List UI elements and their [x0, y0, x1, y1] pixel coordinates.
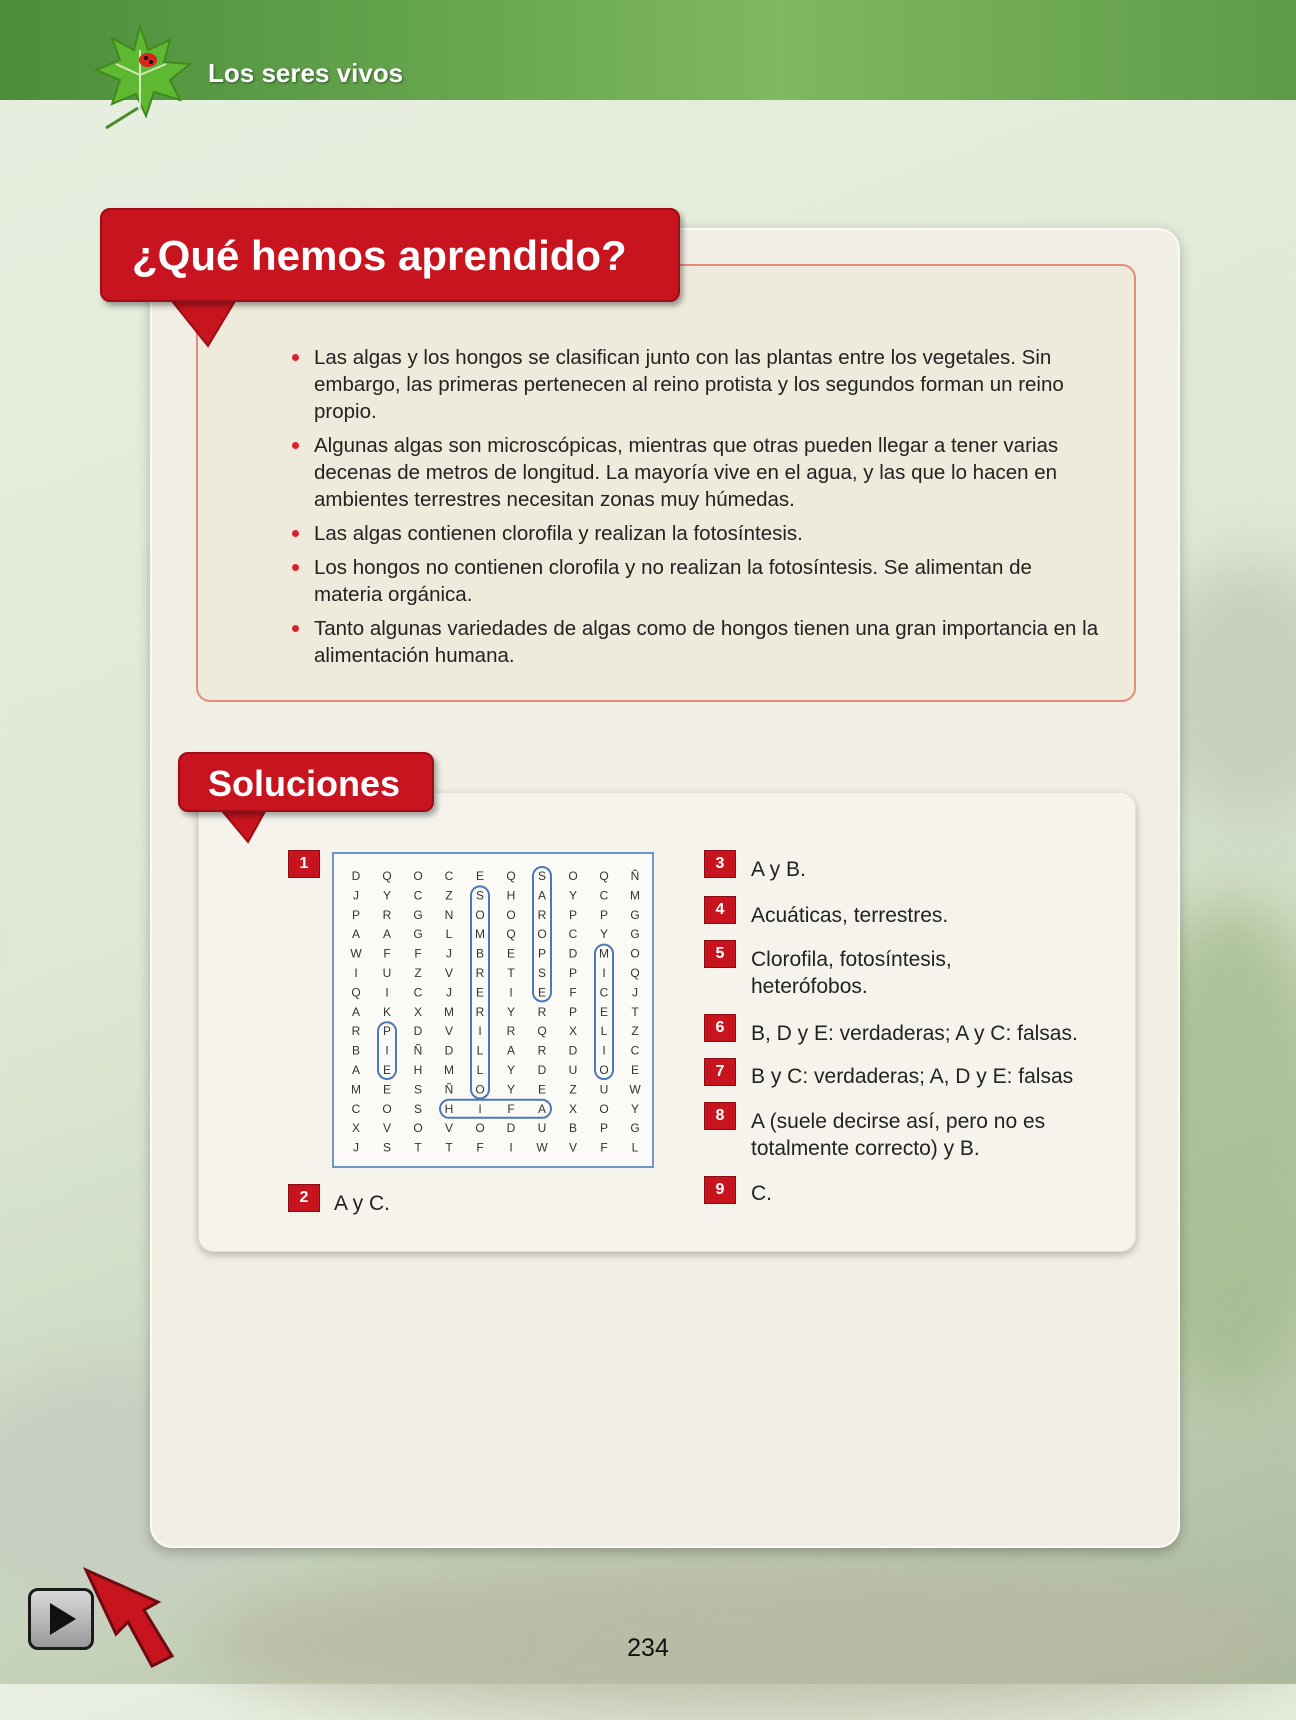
found-word-highlight [440, 1100, 551, 1118]
word-search-letter: B [351, 1043, 361, 1058]
word-search-letter: O [475, 907, 485, 922]
word-search-letter: S [475, 888, 485, 903]
word-search-letter: V [382, 1121, 392, 1136]
answer-text: A y C. [334, 1192, 391, 1215]
word-search-letter: I [602, 966, 606, 980]
word-search-letter: J [446, 985, 452, 1000]
word-search-letter: P [568, 1004, 578, 1019]
word-search-letter: X [568, 1024, 578, 1039]
word-search-letter: S [537, 869, 547, 883]
word-search-letter: Y [599, 927, 609, 942]
word-search-letter: O [382, 1101, 392, 1116]
answer-number: 3 [704, 850, 736, 878]
word-search-letter: R [537, 1043, 547, 1058]
word-search-letter: Z [631, 1024, 639, 1039]
word-search-letter: P [351, 907, 361, 922]
word-search-letter: H [506, 888, 516, 903]
word-search-letter: Y [506, 1082, 516, 1097]
word-search-letter: A [537, 888, 547, 903]
word-search-letter: M [630, 888, 640, 903]
word-search-letter: S [382, 1140, 392, 1155]
answer-number: 8 [704, 1102, 736, 1130]
answer-text: A (suele decirse así, pero no es totalmente correcto) y B. [751, 1110, 1046, 1160]
word-search-letter: R [537, 1004, 547, 1019]
word-search-letter: Ñ [444, 1082, 454, 1097]
word-search-letter: G [630, 1121, 640, 1136]
page-number: 234 [627, 1634, 669, 1662]
word-search-letter: E [382, 1082, 392, 1097]
summary-list [290, 344, 1100, 676]
word-search-letter: Q [382, 869, 392, 883]
word-search-letter: D [444, 1043, 454, 1058]
answer-number: 1 [288, 850, 320, 878]
word-search-letter: C [413, 888, 423, 903]
word-search-letter: L [476, 1043, 484, 1058]
word-search-letter: I [602, 1043, 606, 1058]
word-search-letter: D [568, 946, 578, 961]
word-search-letter: F [600, 1140, 608, 1155]
word-search-letter: J [446, 946, 452, 961]
solutions-title: Soluciones [178, 752, 434, 812]
word-search-letter: U [382, 966, 392, 980]
word-search-letter: X [568, 1101, 578, 1116]
word-search-letter: O [413, 869, 423, 883]
word-search-letter: Z [445, 888, 453, 903]
word-search-letter: V [444, 1024, 454, 1039]
word-search-letter: O [599, 1101, 609, 1116]
word-search-letter: T [414, 1140, 422, 1155]
word-search-letter: O [537, 927, 547, 942]
word-search-letter: I [385, 985, 389, 1000]
word-search-letter: U [537, 1121, 547, 1136]
answer-text: B, D y E: verdaderas; A y C: falsas. [751, 1022, 1078, 1045]
word-search-letter: Q [537, 1024, 547, 1039]
word-search-letter: F [414, 946, 422, 961]
word-search-letter: H [413, 1063, 423, 1077]
summary-bullet: Las algas y los hongos se clasifican junto con las plantas entre los vegetales. Sin embargo, las primeras pertenecen al reino protista y los segundos forman un reino propio. [290, 344, 1100, 425]
word-search-letter: G [630, 907, 640, 922]
word-search-letter: E [537, 1082, 547, 1097]
summary-title: ¿Qué hemos aprendido? [100, 208, 680, 302]
answer-number: 2 [288, 1184, 320, 1212]
word-search-letter: Q [599, 869, 609, 883]
word-search-letter: E [382, 1063, 392, 1077]
word-search-letter: F [507, 1101, 515, 1116]
bullet-icon [292, 625, 299, 632]
word-search-letter: Q [506, 869, 516, 883]
word-search-letter: Z [414, 966, 422, 980]
word-search-letter: T [507, 966, 515, 980]
word-search-letter: M [444, 1004, 454, 1019]
word-search-letter: C [630, 1043, 640, 1058]
word-search-letter: Z [569, 1082, 577, 1097]
word-search-letter: M [475, 927, 485, 942]
summary-bullet: Los hongos no contienen clorofila y no realizan la fotosíntesis. Se alimentan de materia orgánica. [290, 554, 1100, 608]
word-search-letter: I [509, 985, 513, 1000]
word-search-letter: L [445, 927, 453, 942]
speech-tail [218, 806, 268, 846]
word-search-letter: P [568, 966, 578, 980]
word-search-letter: E [630, 1063, 640, 1077]
word-search-letter: S [413, 1082, 423, 1097]
word-search-letter: V [444, 1121, 454, 1136]
answer-text: Clorofila, fotosíntesis, heterófobos. [751, 948, 952, 998]
word-search-letter: U [599, 1082, 609, 1097]
word-search-letter: M [599, 946, 609, 961]
word-search-letter: Y [382, 888, 392, 903]
word-search-letter: O [599, 1063, 609, 1077]
word-search-letter: C [599, 888, 609, 903]
word-search-letter: T [631, 1004, 639, 1019]
word-search-letter: O [475, 1082, 485, 1097]
word-search-letter: A [506, 1043, 516, 1058]
word-search-letter: I [385, 1043, 389, 1058]
word-search-letter: M [444, 1063, 454, 1077]
word-search-letter: Ñ [630, 869, 640, 883]
answer-number: 6 [704, 1014, 736, 1042]
word-search-letter: R [351, 1024, 361, 1039]
word-search-letter: P [382, 1024, 392, 1039]
word-search-letter: O [413, 1121, 423, 1136]
answer-text: B y C: verdaderas; A, D y E: falsas [751, 1065, 1074, 1088]
bullet-icon [292, 442, 299, 449]
word-search-letter: Q [630, 966, 640, 980]
word-search-letter: Y [568, 888, 578, 903]
background-ground [200, 1560, 1296, 1720]
summary-bullet: Algunas algas son microscópicas, mientras que otras pueden llegar a tener varias decenas de metros de longitud. La mayoría vive en el agua, y las que lo hacen en ambientes terrestres necesitan zonas muy húmedas. [290, 432, 1100, 513]
word-search-letter: P [568, 907, 578, 922]
word-search-letter: Y [506, 1004, 516, 1019]
word-search-letter: A [382, 927, 392, 942]
bullet-icon [292, 564, 299, 571]
word-search-letter: P [537, 946, 547, 961]
speech-tail [168, 296, 238, 356]
word-search-letter: V [444, 966, 454, 980]
word-search-letter: R [382, 907, 392, 922]
word-search-letter: X [413, 1004, 423, 1019]
word-search-letter: Ñ [413, 1043, 423, 1058]
answer-number: 5 [704, 940, 736, 968]
word-search-letter: P [599, 907, 609, 922]
word-search-letter: I [354, 966, 358, 980]
word-search-letter: F [383, 946, 391, 961]
word-search-letter: C [599, 985, 609, 1000]
word-search-letter: O [475, 1121, 485, 1136]
word-search-letter: D [506, 1121, 516, 1136]
word-search-letter: C [413, 985, 423, 1000]
word-search-letter: B [568, 1121, 578, 1136]
word-search-letter: C [444, 869, 454, 883]
word-search-letter: O [506, 907, 516, 922]
bullet-icon [292, 354, 299, 361]
word-search-letter: G [413, 907, 423, 922]
answer-number: 9 [704, 1176, 736, 1204]
answer-text: A y B. [751, 858, 806, 881]
word-search-letter: L [476, 1063, 484, 1077]
word-search-letter: O [630, 946, 640, 961]
word-search-letter: D [568, 1043, 578, 1058]
word-search-letter: A [351, 1063, 361, 1077]
word-search-letter: L [631, 1140, 639, 1155]
word-search-letter: A [351, 927, 361, 942]
word-search-letter: C [568, 927, 578, 942]
summary-bullet: Las algas contienen clorofila y realizan la fotosíntesis. [290, 520, 1100, 547]
word-search-letter: N [444, 907, 454, 922]
bullet-icon [292, 530, 299, 537]
word-search-letter: S [413, 1101, 423, 1116]
word-search-letter: R [537, 907, 547, 922]
answer-text: Acuáticas, terrestres. [751, 904, 949, 927]
answer-number: 4 [704, 896, 736, 924]
word-search-letter: W [629, 1082, 641, 1097]
word-search-letter: A [537, 1101, 547, 1116]
word-search-grid [332, 852, 654, 1168]
next-arrow-icon[interactable] [82, 1566, 178, 1668]
word-search-letter: K [382, 1004, 392, 1019]
summary-bullet: Tanto algunas variedades de algas como de hongos tienen una gran importancia en la alimentación humana. [290, 615, 1100, 669]
word-search-letter: D [351, 869, 361, 883]
word-search-letter: I [478, 1024, 482, 1039]
word-search-letter: J [632, 985, 638, 1000]
word-search-letter: F [476, 1140, 484, 1155]
word-search-letter: Q [351, 985, 361, 1000]
maple-leaf-icon [82, 20, 200, 130]
word-search-letter: H [444, 1101, 454, 1116]
word-search-letter: A [351, 1004, 361, 1019]
word-search-letter: B [475, 946, 485, 961]
word-search-letter: I [509, 1140, 513, 1155]
word-search-letter: E [537, 985, 547, 1000]
word-search-letter: E [475, 869, 485, 883]
word-search-letter: Y [506, 1063, 516, 1077]
word-search-letters [334, 854, 652, 1166]
word-search-letter: V [568, 1140, 578, 1155]
word-search-letter: R [475, 1004, 485, 1019]
word-search-letter: W [350, 946, 362, 961]
word-search-letter: W [536, 1140, 548, 1155]
word-search-letter: J [353, 888, 359, 903]
word-search-letter: L [600, 1024, 608, 1039]
chapter-title: Los seres vivos [208, 58, 404, 88]
word-search-letter: Y [630, 1101, 640, 1116]
word-search-letter: I [478, 1101, 482, 1116]
word-search-letter: P [599, 1121, 609, 1136]
word-search-letter: D [537, 1063, 547, 1077]
word-search-letter: T [445, 1140, 453, 1155]
word-search-letter: E [475, 985, 485, 1000]
word-search-letter: M [351, 1082, 361, 1097]
answer-text: C. [751, 1182, 772, 1205]
word-search-letter: E [599, 1004, 609, 1019]
word-search-letter: S [537, 966, 547, 980]
answer-number: 7 [704, 1058, 736, 1086]
word-search-letter: R [506, 1024, 516, 1039]
word-search-letter: F [569, 985, 577, 1000]
word-search-letter: R [475, 966, 485, 980]
word-search-letter: Q [506, 927, 516, 942]
word-search-letter: O [568, 869, 578, 883]
word-search-letter: G [413, 927, 423, 942]
word-search-letter: G [630, 927, 640, 942]
word-search-letter: J [353, 1140, 359, 1155]
word-search-letter: D [413, 1024, 423, 1039]
word-search-letter: C [351, 1101, 361, 1116]
word-search-letter: E [506, 946, 516, 961]
word-search-letter: U [568, 1063, 578, 1077]
word-search-letter: X [351, 1121, 361, 1136]
